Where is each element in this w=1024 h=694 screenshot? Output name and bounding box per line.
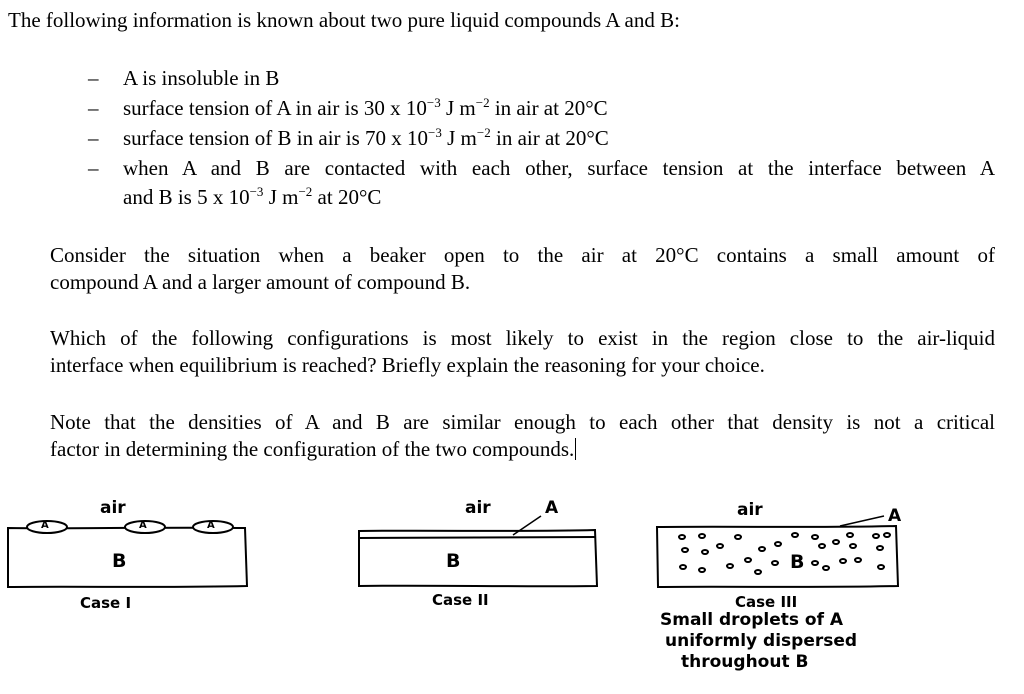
case-1-air-label: air	[100, 498, 126, 518]
case-3-caption: Case III	[735, 593, 798, 611]
configuration-figures	[0, 490, 1024, 694]
fact-interface-line2	[123, 183, 381, 211]
exponent: −2	[476, 125, 491, 140]
case-1-droplet-label: A	[139, 520, 147, 531]
exponent: −3	[426, 95, 441, 110]
paragraph-note-line1: Note that the densities of A and B are similar enough to each other that density is not a critical	[50, 410, 995, 434]
intro-text: The following information is known about two pure liquid compounds A and B:	[8, 8, 680, 32]
paragraph-question-line2: interface when equilibrium is reached? Briefly explain the reasoning for your choice.	[50, 353, 765, 377]
case-2-sketch	[355, 490, 615, 600]
paragraph-note-line2	[50, 435, 576, 463]
case-3-note-line1: Small droplets of A	[660, 610, 844, 630]
case-1-liquid-label: B	[112, 550, 127, 572]
case-3-droplets-label: A	[888, 506, 902, 526]
text-cursor	[575, 438, 576, 460]
case-1-caption: Case I	[80, 594, 132, 612]
unit-text: J m	[441, 126, 477, 150]
exponent: −2	[298, 184, 313, 199]
case-2-film-label: A	[545, 498, 559, 518]
paragraph-question-line1: Which of the following configurations is most likely to exist in the region close to the air-liquid	[50, 326, 995, 350]
case-3-air-label: air	[737, 500, 763, 520]
fact-text: in air at 20°C	[489, 96, 608, 120]
paragraph-situation-line2: compound A and a larger amount of compound B.	[50, 270, 471, 294]
case-2-liquid-label: B	[446, 550, 461, 572]
fact-insoluble: A is insoluble in B	[123, 66, 280, 90]
fact-text: in air at 20°C	[490, 126, 609, 150]
bullet-dash: –	[88, 156, 99, 180]
case-1-droplet-label: A	[207, 520, 215, 531]
case-3-liquid-label: B	[790, 551, 805, 573]
fact-text: and B is 5 x 10	[123, 185, 250, 209]
case-1-droplet-label: A	[41, 520, 49, 531]
fact-surface-tension-a	[123, 94, 608, 122]
unit-text: J m	[440, 96, 476, 120]
fact-text: surface tension of B in air is 70 x 10	[123, 126, 429, 150]
exponent: −3	[428, 125, 442, 140]
bullet-dash: –	[88, 96, 99, 120]
note-text: factor in determining the configuration of the two compounds.	[50, 437, 575, 461]
unit-text: J m	[263, 185, 299, 209]
exponent: −3	[249, 184, 264, 199]
case-3-note-line2: uniformly dispersed	[665, 631, 858, 651]
case-1-sketch	[0, 490, 260, 600]
fact-surface-tension-b	[123, 124, 609, 152]
fact-interface-line1: when A and B are contacted with each other, surface tension at the interface between A	[123, 156, 995, 180]
fact-text: at 20°C	[312, 185, 382, 209]
case-2-air-label: air	[465, 498, 491, 518]
bullet-dash: –	[88, 126, 99, 150]
paragraph-situation-line1: Consider the situation when a beaker open to the air at 20°C contains a small amount of	[50, 243, 995, 267]
case-3-sketch	[650, 490, 910, 600]
case-2-caption: Case II	[432, 591, 489, 609]
exponent: −2	[475, 95, 490, 110]
bullet-dash: –	[88, 66, 99, 90]
fact-text: surface tension of A in air is 30 x 10	[123, 96, 427, 120]
case-3-note-line3: throughout B	[681, 652, 809, 672]
